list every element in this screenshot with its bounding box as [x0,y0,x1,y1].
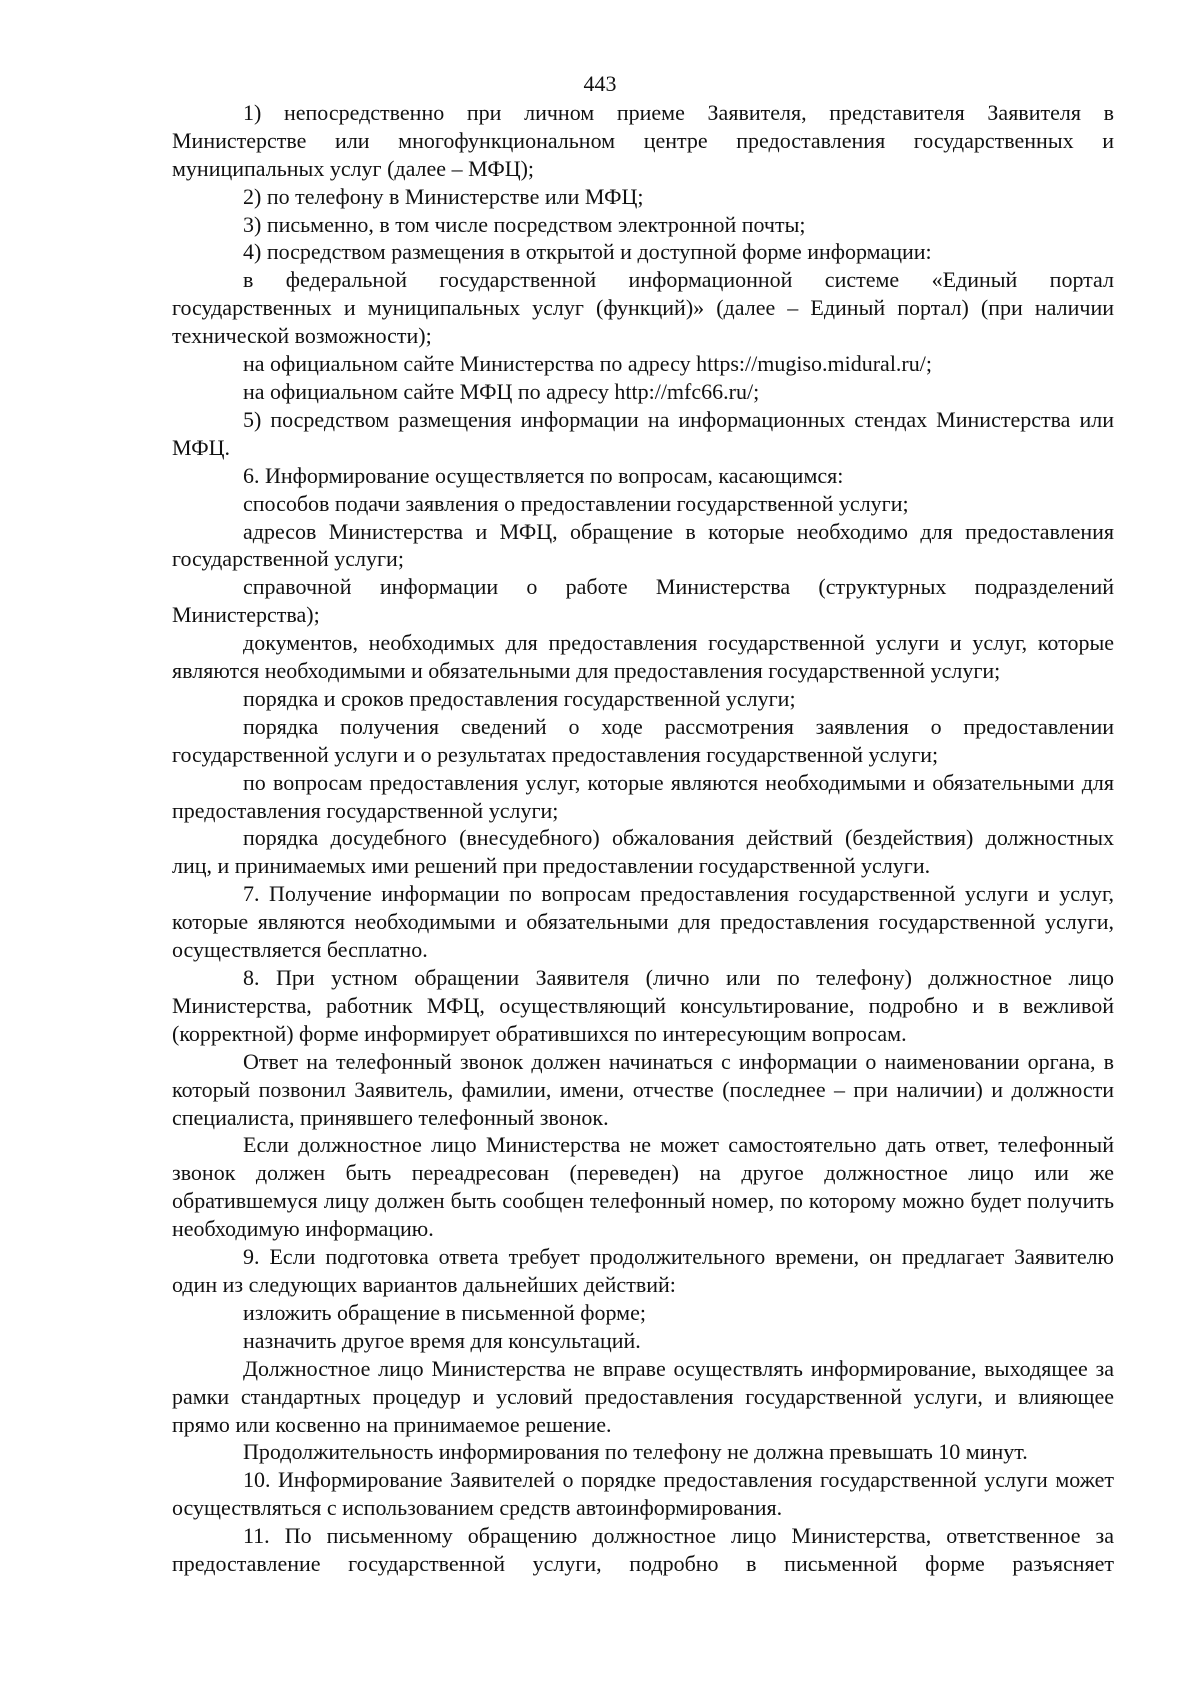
paragraph: назначить другое время для консультаций. [243,1327,641,1353]
paragraph: порядка досудебного (внесудебного) обжалования действий (бездействия) должностных лиц, и принимаемых ими решений при предоставлении государственной услуги. [172,825,1114,879]
paragraph: Если должностное лицо Министерства не может самостоятельно дать ответ, телефонный звонок должен быть переадресован (переведен) на другое должностное лицо или же обратившемуся лицу должен быть сообщен телефонный номер, по которому можно будет получить необходимую информацию. [172,1132,1114,1242]
paragraph: порядка получения сведений о ходе рассмотрения заявления о предоставлении государственной услуги и о результатах предоставления государственной услуги; [172,713,1114,767]
paragraph: по вопросам предоставления услуг, которые являются необходимыми и обязательными для предоставления государственной услуги; [172,769,1114,823]
paragraph: 8. При устном обращении Заявителя (лично или по телефону) должностное лицо Министерства, работник МФЦ, осуществляющий консультирование, подробно и в вежливой (корректной) форме информирует обратившихся по интересующим вопросам. [172,965,1114,1046]
paragraph: Должностное лицо Министерства не вправе осуществлять информирование, выходящее за рамки стандартных процедур и условий предоставления государственной услуги, и влияющее прямо или косвенно на принимаемое решение. [172,1355,1114,1437]
paragraph: изложить обращение в письменной форме; [243,1299,646,1325]
paragraph: 10. Информирование Заявителей о порядке предоставления государственной услуги может осуществляться с использованием средств автоинформирования. [172,1467,1114,1521]
paragraph: 9. Если подготовка ответа требует продолжительного времени, он предлагает Заявителю один из следующих вариантов дальнейших действий: [172,1244,1114,1297]
paragraph: 6. Информирование осуществляется по вопросам, касающимся: [243,462,844,488]
paragraph: Ответ на телефонный звонок должен начинаться с информации о наименовании органа, в который позвонил Заявитель, фамилии, имени, отчестве (последнее – при наличии) и должности специалиста, принявшего телефонный звонок. [172,1048,1114,1130]
document-body [172,99,1114,1578]
paragraph: справочной информации о работе Министерства (структурных подразделений Министерства); [172,574,1114,628]
paragraph: 2) по телефону в Министерстве или МФЦ; [243,183,644,209]
paragraph: на официальном сайте Министерства по адресу https://mugiso.midural.ru/; [243,351,932,377]
paragraph: порядка и сроков предоставления государственной услуги; [243,685,796,711]
paragraph: адресов Министерства и МФЦ, обращение в которые необходимо для предоставления государственной услуги; [172,518,1114,572]
paragraph: 1) непосредственно при личном приеме Заявителя, представителя Заявителя в Министерстве или многофункциональном центре предоставления государственных и муниципальных услуг (далее – МФЦ); [172,99,1114,181]
paragraph: 5) посредством размещения информации на информационных стендах Министерства или МФЦ. [172,406,1114,460]
paragraph: в федеральной государственной информационной системе «Единый портал государственных и муниципальных услуг (функций)» (далее – Единый портал) (при наличии технической возможности); [172,267,1114,349]
paragraph: документов, необходимых для предоставления государственной услуги и услуг, которые являются необходимыми и обязательными для предоставления государственной услуги; [172,630,1114,684]
paragraph: 3) письменно, в том числе посредством электронной почты; [243,211,806,237]
paragraph: 4) посредством размещения в открытой и доступной форме информации: [243,239,932,265]
paragraph: 11. По письменному обращению должностное лицо Министерства, ответственное за предоставление государственной услуги, подробно в письменной форме разъясняет [172,1523,1114,1577]
paragraph: Продолжительность информирования по телефону не должна превышать 10 минут. [243,1439,1028,1465]
paragraph: способов подачи заявления о предоставлении государственной услуги; [243,490,909,516]
paragraph: на официальном сайте МФЦ по адресу http://mfc66.ru/; [243,378,760,404]
paragraph: 7. Получение информации по вопросам предоставления государственной услуги и услуг, которые являются необходимыми и обязательными для предоставления государственной услуги, осуществляется бесплатно. [172,881,1114,963]
page-number: 443 [583,71,617,96]
